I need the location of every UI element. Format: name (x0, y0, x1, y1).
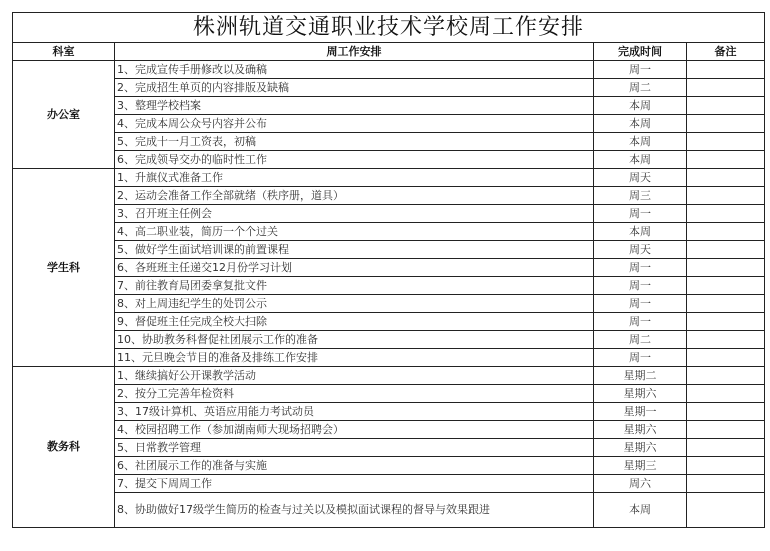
note-cell (687, 331, 765, 349)
time-cell: 周二 (594, 79, 687, 97)
header-dept: 科室 (13, 43, 115, 61)
table-row (13, 475, 765, 493)
time-cell: 本周 (594, 151, 687, 169)
note-cell (687, 79, 765, 97)
time-cell: 周三 (594, 187, 687, 205)
task-cell: 6、社团展示工作的准备与实施 (115, 457, 594, 475)
time-cell: 本周 (594, 115, 687, 133)
table-row (13, 259, 765, 277)
title-row (13, 13, 765, 43)
table-row (13, 457, 765, 475)
task-cell: 5、做好学生面试培训课的前置课程 (115, 241, 594, 259)
note-cell (687, 313, 765, 331)
time-cell: 本周 (594, 223, 687, 241)
table-row (13, 295, 765, 313)
task-cell: 10、协助教务科督促社团展示工作的准备 (115, 331, 594, 349)
task-cell: 5、完成十一月工资表，初稿 (115, 133, 594, 151)
task-cell: 1、继续搞好公开课教学活动 (115, 367, 594, 385)
time-cell: 星期六 (594, 421, 687, 439)
note-cell (687, 169, 765, 187)
table-row (13, 439, 765, 457)
table-row (13, 241, 765, 259)
table-row (13, 115, 765, 133)
time-cell: 周六 (594, 475, 687, 493)
time-cell: 本周 (594, 133, 687, 151)
table-row (13, 493, 765, 528)
note-cell (687, 205, 765, 223)
header-row (13, 43, 765, 61)
table-row (13, 187, 765, 205)
task-cell: 4、完成本周公众号内容并公布 (115, 115, 594, 133)
note-cell (687, 403, 765, 421)
note-cell (687, 61, 765, 79)
task-cell: 5、日常教学管理 (115, 439, 594, 457)
task-cell: 8、对上周违纪学生的处罚公示 (115, 295, 594, 313)
header-task: 周工作安排 (115, 43, 594, 61)
header-note: 备注 (687, 43, 765, 61)
task-cell: 6、各班班主任递交12月份学习计划 (115, 259, 594, 277)
task-cell: 2、完成招生单页的内容排版及缺稿 (115, 79, 594, 97)
note-cell (687, 151, 765, 169)
note-cell (687, 367, 765, 385)
note-cell (687, 259, 765, 277)
time-cell: 周天 (594, 241, 687, 259)
department-cell: 办公室 (13, 61, 115, 169)
task-cell: 3、17级计算机、英语应用能力考试动员 (115, 403, 594, 421)
task-cell: 2、运动会准备工作全部就绪（秩序册，道具） (115, 187, 594, 205)
task-cell: 6、完成领导交办的临时性工作 (115, 151, 594, 169)
table-row (13, 133, 765, 151)
time-cell: 本周 (594, 493, 687, 528)
note-cell (687, 349, 765, 367)
table-row (13, 223, 765, 241)
task-cell: 7、提交下周周工作 (115, 475, 594, 493)
note-cell (687, 439, 765, 457)
time-cell: 星期六 (594, 385, 687, 403)
note-cell (687, 457, 765, 475)
task-cell: 3、召开班主任例会 (115, 205, 594, 223)
note-cell (687, 97, 765, 115)
table-row (13, 421, 765, 439)
weekly-schedule-table (12, 12, 765, 528)
task-cell: 3、整理学校档案 (115, 97, 594, 115)
note-cell (687, 295, 765, 313)
table-row (13, 331, 765, 349)
task-cell: 8、协助做好17级学生简历的检查与过关以及模拟面试课程的督导与效果跟进 (115, 493, 594, 528)
time-cell: 星期一 (594, 403, 687, 421)
note-cell (687, 493, 765, 528)
task-cell: 1、升旗仪式准备工作 (115, 169, 594, 187)
time-cell: 周一 (594, 61, 687, 79)
note-cell (687, 421, 765, 439)
table-row (13, 169, 765, 187)
note-cell (687, 133, 765, 151)
task-cell: 7、前往教育局团委拿复批文件 (115, 277, 594, 295)
time-cell: 星期二 (594, 367, 687, 385)
note-cell (687, 241, 765, 259)
time-cell: 周一 (594, 295, 687, 313)
note-cell (687, 385, 765, 403)
table-row (13, 385, 765, 403)
note-cell (687, 115, 765, 133)
task-cell: 11、元旦晚会节目的准备及排练工作安排 (115, 349, 594, 367)
note-cell (687, 277, 765, 295)
table-row (13, 349, 765, 367)
note-cell (687, 223, 765, 241)
department-cell: 教务科 (13, 367, 115, 528)
time-cell: 周二 (594, 331, 687, 349)
time-cell: 星期六 (594, 439, 687, 457)
table-row (13, 367, 765, 385)
task-cell: 9、督促班主任完成全校大扫除 (115, 313, 594, 331)
table-row (13, 61, 765, 79)
time-cell: 本周 (594, 97, 687, 115)
task-cell: 4、高二职业装，简历一个个过关 (115, 223, 594, 241)
time-cell: 周一 (594, 277, 687, 295)
time-cell: 周一 (594, 205, 687, 223)
time-cell: 周一 (594, 349, 687, 367)
department-cell: 学生科 (13, 169, 115, 367)
note-cell (687, 475, 765, 493)
time-cell: 周天 (594, 169, 687, 187)
table-row (13, 79, 765, 97)
table-row (13, 313, 765, 331)
time-cell: 星期三 (594, 457, 687, 475)
task-cell: 2、按分工完善年检资料 (115, 385, 594, 403)
time-cell: 周一 (594, 313, 687, 331)
time-cell: 周一 (594, 259, 687, 277)
page-title: 株洲轨道交通职业技术学校周工作安排 (13, 13, 765, 43)
task-cell: 4、校园招聘工作（参加湖南师大现场招聘会） (115, 421, 594, 439)
task-cell: 1、完成宣传手册修改以及确稿 (115, 61, 594, 79)
table-row (13, 403, 765, 421)
note-cell (687, 187, 765, 205)
header-time: 完成时间 (594, 43, 687, 61)
table-row (13, 277, 765, 295)
table-row (13, 97, 765, 115)
table-row (13, 205, 765, 223)
table-row (13, 151, 765, 169)
